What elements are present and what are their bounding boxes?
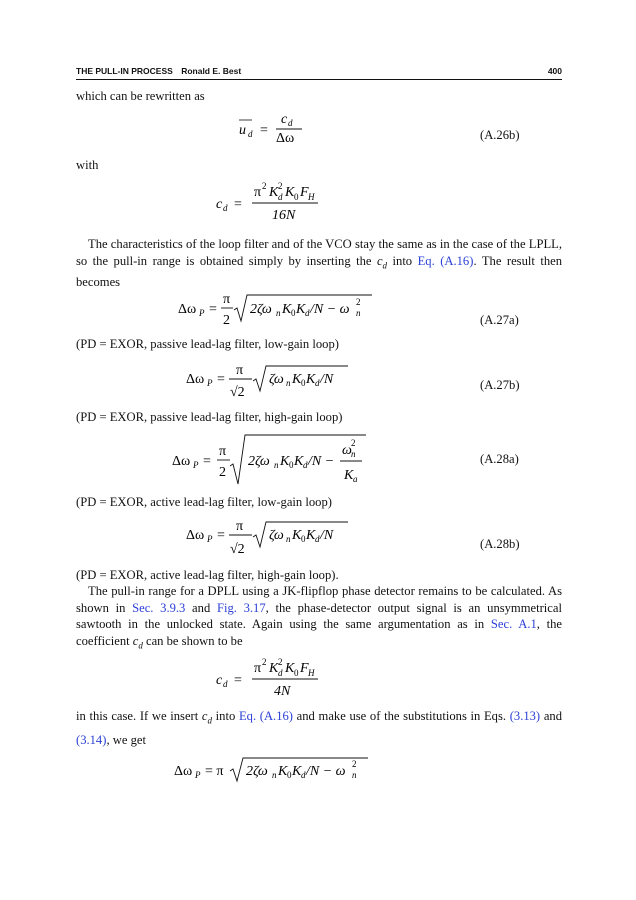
svg-text:0: 0 xyxy=(294,192,299,202)
svg-text:F: F xyxy=(300,185,309,200)
eq-a26b-num-sub: d xyxy=(288,118,293,128)
svg-text:2: 2 xyxy=(219,465,226,480)
svg-text:/N: /N xyxy=(320,372,334,387)
svg-text:/N −: /N − xyxy=(308,454,335,469)
equation-a26b xyxy=(236,108,356,146)
link-sec-3-9-3[interactable]: Sec. 3.9.3 xyxy=(132,600,186,615)
svg-text:4N: 4N xyxy=(274,684,291,699)
header-page-number: 400 xyxy=(547,66,562,76)
svg-text:/N − ω: /N − ω xyxy=(310,302,350,317)
svg-text:2ζω: 2ζω xyxy=(248,454,270,469)
svg-text:P: P xyxy=(193,460,199,470)
equation-a28a xyxy=(170,432,380,490)
svg-text:K: K xyxy=(278,764,288,779)
svg-text:2: 2 xyxy=(356,297,361,307)
svg-text:ζω: ζω xyxy=(269,372,284,387)
eq-a26b-lhs-sub: d xyxy=(248,129,253,139)
svg-text:K: K xyxy=(269,661,279,676)
eq-a26b-num: c xyxy=(281,112,288,127)
running-header xyxy=(76,66,562,80)
eq-label-a28b: (A.28b) xyxy=(480,537,520,551)
svg-text:K: K xyxy=(292,764,302,779)
equation-cd-16n xyxy=(214,178,364,224)
svg-text:P: P xyxy=(207,534,213,544)
svg-text:n: n xyxy=(352,770,357,780)
svg-text:a: a xyxy=(353,474,358,484)
svg-text:=: = xyxy=(203,454,211,469)
svg-text:K: K xyxy=(344,468,354,483)
svg-text:π: π xyxy=(254,661,262,676)
eq-label-a26b: (A.26b) xyxy=(480,128,520,142)
svg-text:K: K xyxy=(280,454,290,469)
svg-text:n: n xyxy=(272,770,277,780)
svg-text:d: d xyxy=(278,668,283,678)
svg-text:H: H xyxy=(308,668,315,678)
svg-text:n: n xyxy=(274,460,279,470)
svg-text:K: K xyxy=(282,302,292,317)
link-eq-a16[interactable]: Eq. (A.16) xyxy=(417,253,474,268)
svg-text:2: 2 xyxy=(351,438,356,448)
svg-text:F: F xyxy=(300,661,309,676)
svg-text:K: K xyxy=(269,185,279,200)
svg-text:2ζω: 2ζω xyxy=(246,764,268,779)
svg-text:π: π xyxy=(219,444,227,459)
svg-text:c: c xyxy=(216,673,223,688)
svg-text:P: P xyxy=(195,770,201,780)
svg-text:P: P xyxy=(207,378,213,388)
svg-text:K: K xyxy=(296,302,306,317)
caption-a27a: (PD = EXOR, passive lead-lag filter, low-gain loop) xyxy=(76,337,339,351)
svg-text:√2: √2 xyxy=(230,542,245,557)
svg-text:K: K xyxy=(292,372,302,387)
svg-text:π: π xyxy=(236,363,244,378)
svg-text:= π: = π xyxy=(205,764,224,779)
svg-text:√2: √2 xyxy=(230,385,245,400)
equation-a28b xyxy=(184,519,364,563)
link-fig-3-17[interactable]: Fig. 3.17 xyxy=(216,600,266,615)
svg-text:0: 0 xyxy=(287,770,292,780)
eq-a26b-den: Δω xyxy=(276,131,295,146)
svg-text:Δω: Δω xyxy=(186,528,205,543)
svg-text:d: d xyxy=(303,460,308,470)
svg-text:n: n xyxy=(276,308,281,318)
svg-text:n: n xyxy=(356,308,361,318)
eq-label-a28a: (A.28a) xyxy=(480,452,519,466)
svg-text:2ζω: 2ζω xyxy=(250,302,272,317)
link-sec-a-1[interactable]: Sec. A.1 xyxy=(490,617,537,631)
svg-text:c: c xyxy=(216,197,223,212)
svg-text:K: K xyxy=(285,661,295,676)
svg-text:H: H xyxy=(308,192,315,202)
svg-text:d: d xyxy=(315,378,320,388)
svg-text:=: = xyxy=(217,528,225,543)
equation-a27a xyxy=(176,291,396,331)
caption-a27b: (PD = EXOR, passive lead-lag filter, high-gain loop) xyxy=(76,410,343,424)
svg-text:K: K xyxy=(306,372,316,387)
eq-a26b-lhs: u xyxy=(239,123,246,138)
svg-text:16N: 16N xyxy=(272,208,296,223)
svg-text:0: 0 xyxy=(301,378,306,388)
paragraph-loop-filter: The characteristics of the loop filter and of the VCO stay the same as in the case of the LPLL, so the pull-in range is obtained simply by inserting the $c_d$ into Eq. (A.16). The result then becomes xyxy=(76,237,563,289)
caption-a28a: (PD = EXOR, active lead-lag filter, low-gain loop) xyxy=(76,495,332,509)
eq-a26b-op: = xyxy=(260,123,268,138)
svg-text:=: = xyxy=(234,197,242,212)
svg-text:2: 2 xyxy=(223,313,230,328)
svg-text:Δω: Δω xyxy=(186,372,205,387)
svg-text:Δω: Δω xyxy=(172,454,191,469)
svg-text:d: d xyxy=(315,534,320,544)
svg-text:π: π xyxy=(254,185,262,200)
svg-text:=: = xyxy=(217,372,225,387)
svg-text:=: = xyxy=(234,673,242,688)
svg-text:2: 2 xyxy=(278,181,283,191)
svg-text:ζω: ζω xyxy=(269,528,284,543)
svg-text:n: n xyxy=(286,534,291,544)
svg-text:K: K xyxy=(306,528,316,543)
eq-label-a27a: (A.27a) xyxy=(480,313,519,327)
equation-a27b xyxy=(184,363,364,405)
paragraph-jk-flipflop: The pull-in range for a DPLL using a JK-flipflop phase detector remains to be calculated. As shown in Sec. 3.9.3 and Fig. 3.17, the phase-detector output signal is an unsymmetrical sawtooth in the unlocked state. Again using the same argumentation as in Sec. A.1, the coefficient $c_d$ can be shown to be xyxy=(76,584,563,651)
svg-text:0: 0 xyxy=(289,460,294,470)
svg-text:0: 0 xyxy=(301,534,306,544)
caption-a28b: (PD = EXOR, active lead-lag filter, high-gain loop). xyxy=(76,568,339,582)
svg-text:π: π xyxy=(223,292,231,307)
equation-cd-4n xyxy=(214,654,364,700)
svg-text:Δω: Δω xyxy=(174,764,193,779)
svg-text:K: K xyxy=(294,454,304,469)
link-eq-3-14[interactable]: (3.14) xyxy=(76,732,107,747)
svg-text:2: 2 xyxy=(262,181,267,191)
svg-text:2: 2 xyxy=(278,657,283,667)
link-eq-a16-2[interactable]: Eq. (A.16) xyxy=(238,709,293,723)
svg-text:0: 0 xyxy=(291,308,296,318)
header-section-title: THE PULL-IN PROCESS xyxy=(76,66,173,76)
svg-text:d: d xyxy=(301,770,306,780)
header-rule xyxy=(76,79,562,80)
svg-text:=: = xyxy=(209,302,217,317)
svg-text:0: 0 xyxy=(294,668,299,678)
svg-text:2: 2 xyxy=(262,657,267,667)
svg-text:2: 2 xyxy=(352,759,357,769)
link-eq-3-13[interactable]: (3.13) xyxy=(509,709,541,723)
svg-text:d: d xyxy=(223,679,228,689)
eq-label-a27b: (A.27b) xyxy=(480,378,520,392)
svg-text:Δω: Δω xyxy=(178,302,197,317)
svg-text:ω: ω xyxy=(342,443,352,458)
svg-text:K: K xyxy=(292,528,302,543)
svg-text:K: K xyxy=(285,185,295,200)
svg-text:d: d xyxy=(278,192,283,202)
svg-text:P: P xyxy=(199,308,205,318)
svg-text:n: n xyxy=(286,378,291,388)
paragraph-insert-cd: in this case. If we insert $c_d$ into Eq. (A.16) and make use of the substitutions in Eqs. (3.13) and (3.14), we get xyxy=(76,709,562,747)
text-with: with xyxy=(76,158,99,172)
svg-text:/N − ω: /N − ω xyxy=(306,764,346,779)
svg-text:n: n xyxy=(351,449,356,459)
header-author: Ronald E. Best xyxy=(181,66,242,76)
equation-final xyxy=(172,755,392,787)
text-rewritten: which can be rewritten as xyxy=(76,89,205,103)
svg-text:/N: /N xyxy=(320,528,334,543)
svg-text:d: d xyxy=(223,203,228,213)
svg-text:π: π xyxy=(236,519,244,534)
svg-text:d: d xyxy=(305,308,310,318)
